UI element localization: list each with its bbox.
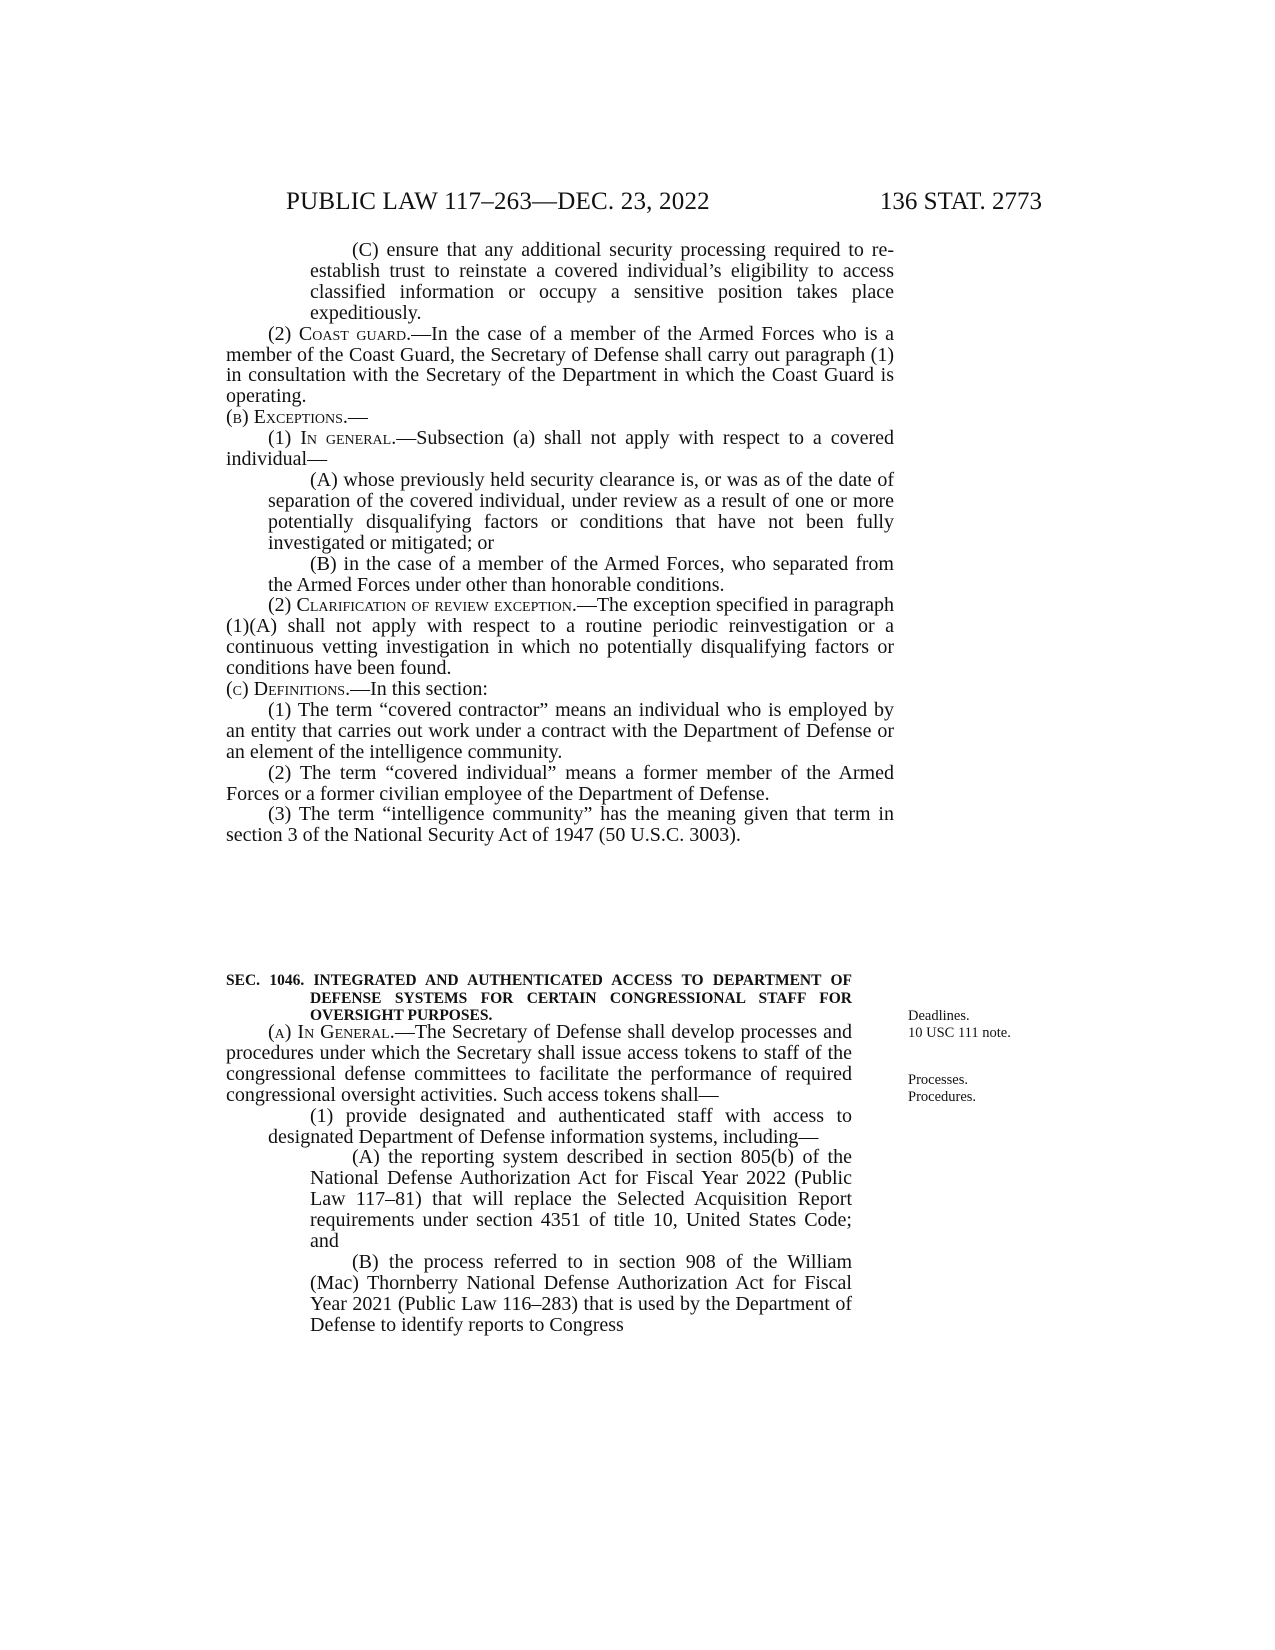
paragraph-b1A: (A) whose previously held security clearance is, or was as of the date of separation of the covered individual, under review as a result of one or more potentially disqualifying factors or conditions that have not been fully investigated or mitigated; or [268, 468, 894, 554]
page-header [0, 188, 1275, 218]
paragraph-sec-a1A: (A) the reporting system described in section 805(b) of the National Defense Authorization Act for Fiscal Year 2022 (Public Law 117–81) that will replace the Selected Acquisition Report requirements under section 4351 of title 10, United States Code; and [310, 1146, 852, 1253]
paragraph-heading: (2) Clarification of review exception. [268, 594, 577, 617]
paragraph-c3: (3) The term “intelligence community” has the meaning given that term in section 3 of the National Security Act of 1947 (50 U.S.C. 3003). [226, 803, 894, 847]
document-body [226, 240, 894, 846]
paragraph-b1B: (B) in the case of a member of the Armed Forces, who separated from the Armed Forces under other than honorable conditions. [268, 552, 894, 596]
section-1046-body [226, 1022, 852, 1336]
paragraph-b1 [226, 428, 894, 470]
paragraph-c1: (1) The term “covered contractor” means an individual who is employed by an entity that carries out work under a contract with the Department of Defense or an element of the intelligence community. [226, 698, 894, 763]
subsection-heading: (b) Exceptions. [226, 406, 348, 429]
paragraph-b2 [226, 595, 894, 679]
paragraph-text: —Subsection (a) shall not apply with respect to a covered individual— [226, 427, 894, 471]
paragraph-heading: (1) In general. [268, 427, 397, 450]
subsection-heading: (c) Definitions. [226, 678, 351, 701]
page-number: 136 STAT. 2773 [879, 188, 1042, 215]
paragraph-text: —In the case of a member of the Armed Forces who is a member of the Coast Guard, the Secretary of Defense shall carry out paragraph (1) in consultation with the Secretary of the Department in which the Coast Guard is operating. [226, 322, 894, 408]
paragraph-text: —The Secretary of Defense shall develop processes and procedures under which the Secretary shall issue access tokens to staff of the congressional defense committees to facilitate the performance of required congressional oversight activities. Such access tokens shall— [226, 1021, 852, 1106]
paragraph-text: — [347, 406, 368, 429]
margin-note-line: Deadlines. [908, 1008, 970, 1024]
paragraph-text: —The exception specified in paragraph (1)(A) shall not apply with respect to a routine periodic reinvestigation or a continuous vetting investigation in which no potentially disqualifying factors or conditions have been found. [226, 594, 894, 680]
paragraph-a2 [226, 324, 894, 408]
paragraph-sec-a1: (1) provide designated and authenticated staff with access to designated Department of Defense information systems, including— [268, 1104, 852, 1148]
paragraph-a1C: (C) ensure that any additional security processing required to re-establish trust to reinstate a covered individual’s eligibility to access classified information or occupy a sensitive position takes place expeditiously. [310, 239, 894, 324]
subsection-heading: (a) In General. [268, 1021, 395, 1043]
margin-note-deadlines [908, 1008, 1011, 1042]
paragraph-sec-a [226, 1022, 852, 1106]
section-heading: SEC. 1046. INTEGRATED AND AUTHENTICATED ACCESS TO DEPARTMENT OF DEFENSE SYSTEMS FOR CERTAIN CONGRESSIONAL STAFF FOR OVERSIGHT PURPOSES. [226, 972, 852, 1024]
margin-note-processes [908, 1072, 976, 1106]
running-head-title: PUBLIC LAW 117–263—DEC. 23, 2022 [286, 188, 710, 215]
margin-note-line: Processes. [908, 1072, 969, 1088]
margin-note-line: 10 USC 111 note. [908, 1025, 1011, 1041]
paragraph-sec-a1B: (B) the process referred to in section 908 of the William (Mac) Thornberry National Defense Authorization Act for Fiscal Year 2021 (Public Law 116–283) that is used by the Department of Defense to identify reports to Congress [310, 1250, 852, 1336]
margin-note-line: Procedures. [908, 1089, 977, 1105]
paragraph-b [226, 407, 894, 428]
paragraph-heading: (2) Coast guard. [268, 322, 412, 345]
paragraph-c2: (2) The term “covered individual” means a former member of the Armed Forces or a former civilian employee of the Department of Defense. [226, 761, 894, 805]
paragraph-c [226, 679, 894, 700]
paragraph-text: —In this section: [350, 678, 488, 701]
